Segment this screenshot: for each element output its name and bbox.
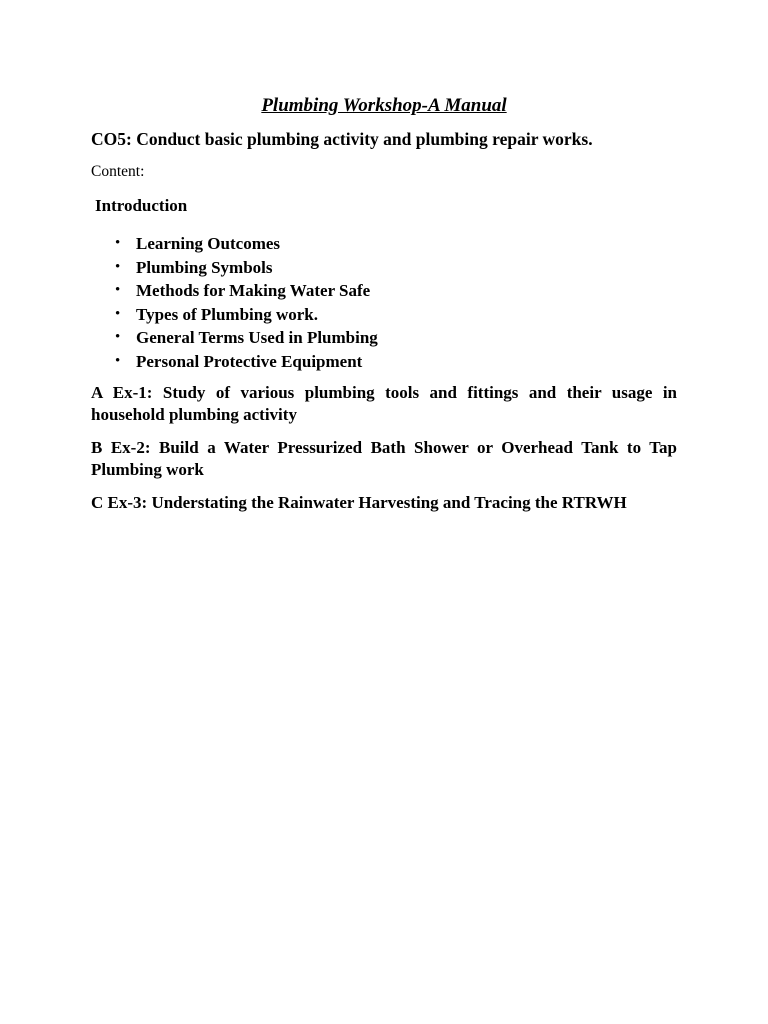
document-title: Plumbing Workshop-A Manual: [261, 95, 507, 116]
course-outcome-statement: CO5: Conduct basic plumbing activity and plumbing repair works.: [91, 129, 593, 149]
list-item: [112, 256, 378, 280]
bullet-icon: •: [115, 282, 121, 299]
bullet-icon: •: [115, 352, 121, 369]
list-item: [112, 303, 378, 327]
list-item-text: Types of Plumbing work.: [136, 304, 318, 324]
list-item-text: Methods for Making Water Safe: [136, 281, 371, 301]
bullet-icon: •: [115, 258, 121, 275]
list-item-text: Learning Outcomes: [136, 234, 281, 253]
bullet-icon: •: [115, 305, 121, 322]
bullet-icon: •: [115, 329, 121, 346]
introduction-heading: Introduction: [95, 196, 188, 215]
introduction-list: [112, 232, 378, 374]
list-item-text: Plumbing Symbols: [136, 257, 273, 277]
list-item-text: Personal Protective Equipment: [136, 351, 363, 371]
exercise-1: A Ex-1: Study of various plumbing tools and fittings and their usage in household plumbing activity: [91, 383, 677, 424]
list-item: [112, 232, 378, 256]
list-item: [112, 326, 378, 350]
list-item: [112, 350, 378, 374]
exercise-2: B Ex-2: Build a Water Pressurized Bath Shower or Overhead Tank to Tap Plumbing work: [91, 438, 677, 479]
list-item-text: General Terms Used in Plumbing: [136, 328, 378, 348]
list-item: [112, 279, 378, 303]
exercise-3: C Ex-3: Understating the Rainwater Harvesting and Tracing the RTRWH: [91, 493, 627, 512]
content-label: Content:: [91, 163, 145, 180]
bullet-icon: •: [115, 235, 121, 251]
